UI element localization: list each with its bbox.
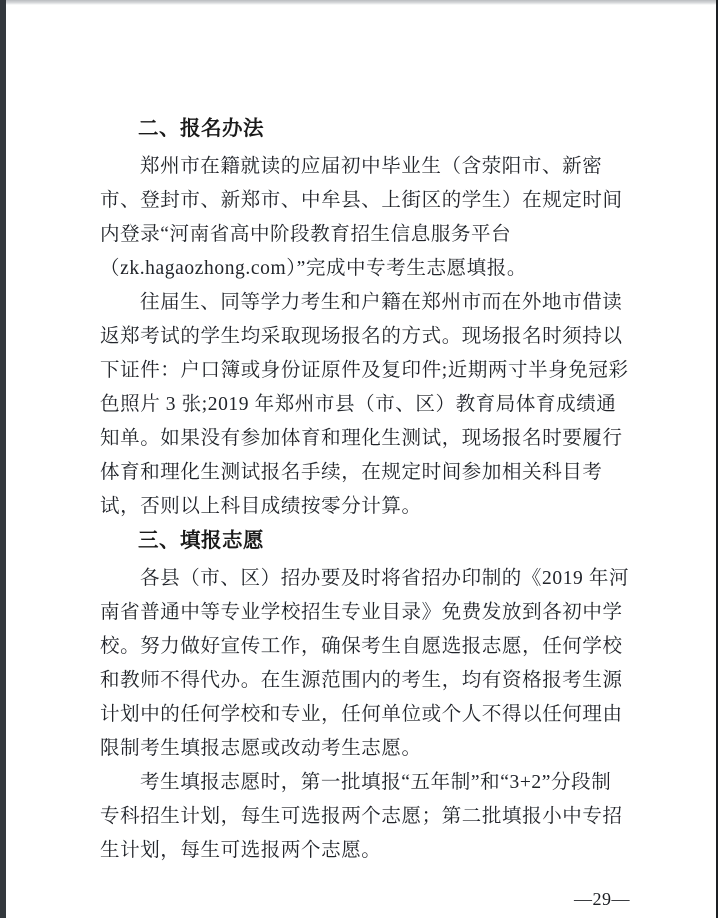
paragraph-registration-online: 郑州市在籍就读的应届初中毕业生（含荥阳市、新密市、登封市、新郑市、中牟县、上街区的学生）在规定时间内登录“河南省高中阶段教育招生信息服务平台（zk.hagaozhong.com）”完成中专考生志愿填报。: [100, 156, 623, 279]
paragraph-block-4: [100, 766, 630, 868]
paragraph-block-3: [100, 562, 630, 766]
paragraph-catalog-distribution: 各县（市、区）招办要及时将省招办印制的《2019 年河南省普通中等专业学校招生专业目录》免费发放到各初中学校。努力做好宣传工作，确保考生自愿选报志愿，任何学校和教师不得代办。在生源范围内的考生，均有资格报考生源计划中的任何学校和专业，任何单位或个人不得以任何理由限制考生填报志愿或改动考生志愿。: [100, 568, 630, 759]
paragraph-block-1: [100, 150, 630, 286]
scan-left-edge: [0, 0, 6, 918]
section-heading-block-2: [100, 524, 630, 558]
page-text-block: [100, 0, 630, 918]
section-heading-volunteer-filling: 三、填报志愿: [138, 529, 264, 552]
page-number: —29—: [574, 889, 630, 909]
paragraph-registration-onsite: 往届生、同等学力考生和户籍在郑州市而在外地市借读返郑考试的学生均采取现场报名的方式。现场报名时须持以下证件：户口簿或身份证原件及复印件;近期两寸半身免冠彩色照片 3 张;2019 年郑州市县（市、区）教育局体育成绩通知单。如果没有参加体育和理化生测试，现场报名时要履行体育和理化生测试报名手续，在规定时间参加相关科目考试，否则以上科目成绩按零分计算。: [100, 292, 629, 517]
paragraph-block-2: [100, 286, 630, 524]
paragraph-volunteer-batches: 考生填报志愿时，第一批填报“五年制”和“3+2”分段制专科招生计划，每生可选报两个志愿；第二批填报小中专招生计划，每生可选报两个志愿。: [100, 772, 623, 861]
section-heading-block-1: [100, 112, 630, 146]
section-heading-registration-method: 二、报名办法: [138, 117, 264, 140]
